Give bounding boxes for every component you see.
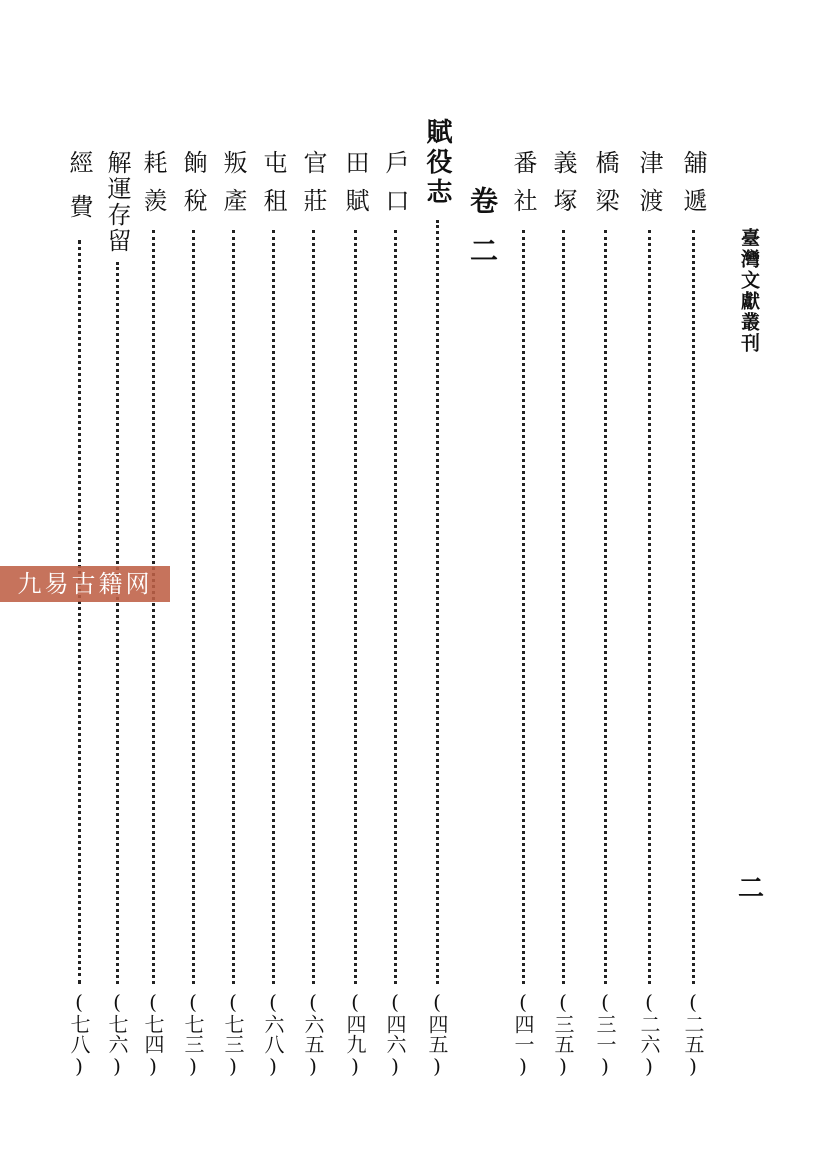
dot-leader: [692, 230, 695, 984]
toc-entry-page: (六八): [261, 990, 285, 1078]
dot-leader: [522, 230, 525, 984]
toc-entry[interactable]: [296, 150, 330, 1080]
toc-entry-title: 義塚: [549, 150, 577, 226]
toc-entry-title: 番社: [509, 150, 537, 226]
toc-entry-page: (四一): [511, 990, 535, 1078]
dot-leader: [78, 240, 81, 984]
toc-entry-page: (三五): [551, 990, 575, 1078]
toc-entry-page: (二六): [637, 990, 661, 1078]
toc-entry[interactable]: [632, 150, 666, 1080]
toc-entry-title: 解運存留: [103, 150, 131, 254]
dot-leader: [192, 230, 195, 984]
section-title: 賦役志: [422, 118, 452, 208]
toc-entry[interactable]: [588, 150, 622, 1080]
toc-entry-page: (四九): [343, 990, 367, 1078]
toc-entry-page: (七四): [141, 990, 165, 1078]
toc-entry-title: 戶口: [381, 150, 409, 226]
toc-entry[interactable]: [338, 150, 372, 1080]
toc-entry[interactable]: [136, 150, 170, 1080]
dot-leader: [232, 230, 235, 984]
toc-entry-title: 經費: [65, 150, 93, 238]
toc-entry[interactable]: [216, 150, 250, 1080]
toc-entry-title: 官莊: [299, 150, 327, 226]
toc-entry[interactable]: [546, 150, 580, 1080]
toc-entry-title: 橋梁: [591, 150, 619, 226]
toc-entry-page: (七八): [67, 990, 91, 1078]
dot-leader: [648, 230, 651, 984]
toc-entry[interactable]: [378, 150, 412, 1080]
toc-entry[interactable]: [256, 150, 290, 1080]
toc-entry-page: (二五): [681, 990, 705, 1078]
toc-entry-page: (七六): [105, 990, 129, 1078]
toc-entry-page: (七三): [221, 990, 245, 1078]
toc-entry-title: 耗羨: [139, 150, 167, 226]
toc-entry-title: 餉稅: [179, 150, 207, 226]
dot-leader: [116, 262, 119, 984]
section-title-entry[interactable]: [420, 118, 454, 1080]
dot-leader: [312, 230, 315, 984]
dot-leader: [562, 230, 565, 984]
dot-leader: [436, 220, 439, 984]
toc-entry-title: 屯租: [259, 150, 287, 226]
toc-entry[interactable]: [62, 150, 96, 1080]
toc-entry-title: 叛產: [219, 150, 247, 226]
toc-entry-title: 田賦: [341, 150, 369, 226]
toc-entry-page: (六五): [301, 990, 325, 1078]
dot-leader: [272, 230, 275, 984]
toc-entry-page: (七三): [181, 990, 205, 1078]
toc-entry-page: (四六): [383, 990, 407, 1078]
dot-leader: [152, 230, 155, 984]
juan-heading: 卷二: [466, 186, 499, 286]
section-title-page: (四五): [425, 990, 449, 1078]
page-folio: 二: [738, 874, 765, 904]
toc-entry[interactable]: [676, 150, 710, 1080]
watermark-banner: 九易古籍网: [0, 566, 170, 602]
toc-entry[interactable]: [176, 150, 210, 1080]
running-head: 臺灣文獻叢刊: [738, 228, 760, 354]
dot-leader: [354, 230, 357, 984]
toc-entry-page: (三一): [593, 990, 617, 1078]
dot-leader: [394, 230, 397, 984]
toc-entry-title: 舖遞: [679, 150, 707, 226]
dot-leader: [604, 230, 607, 984]
toc-entry-title: 津渡: [635, 150, 663, 226]
toc-entry[interactable]: [100, 150, 134, 1080]
toc-entry[interactable]: [506, 150, 540, 1080]
